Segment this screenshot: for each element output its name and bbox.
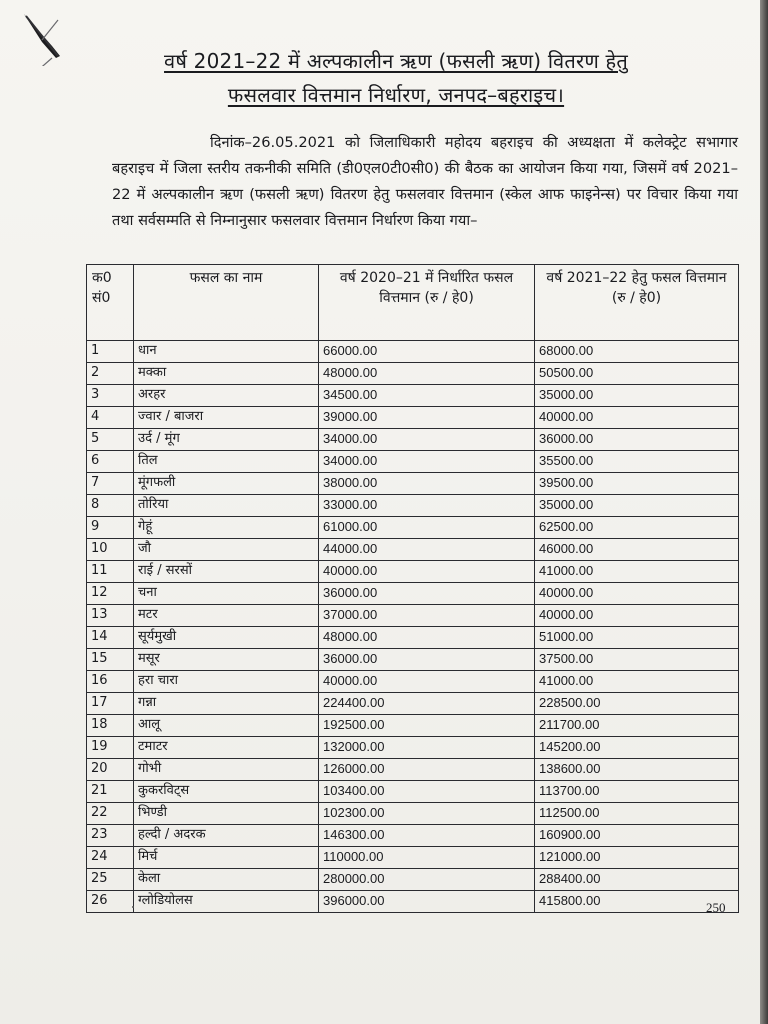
cell-crop-name: गेहूं [134,517,319,539]
cell-serial-no: 6 [87,451,134,473]
cell-crop-name: मिर्च [134,847,319,869]
cell-crop-name: हल्दी / अदरक [134,825,319,847]
table-row [87,517,739,539]
intro-paragraph [112,130,738,234]
cell-scale-2020-21: 33000.00 [319,495,535,517]
cell-crop-name: कुकरविट्स [134,781,319,803]
cell-crop-name: सूर्यमुखी [134,627,319,649]
cell-serial-no: 23 [87,825,134,847]
cell-crop-name: धान [134,341,319,363]
cell-scale-2020-21: 37000.00 [319,605,535,627]
cell-scale-2020-21: 48000.00 [319,627,535,649]
cell-crop-name: मूंगफली [134,473,319,495]
paper-speck [132,906,134,908]
cell-scale-2021-22: 40000.00 [535,605,739,627]
cell-scale-2020-21: 132000.00 [319,737,535,759]
cell-crop-name: हरा चारा [134,671,319,693]
cell-serial-no: 10 [87,539,134,561]
cell-scale-2021-22: 35000.00 [535,495,739,517]
cell-scale-2021-22: 35000.00 [535,385,739,407]
table-row [87,561,739,583]
page-number: 250 [706,900,726,915]
cell-serial-no: 2 [87,363,134,385]
cell-crop-name: गन्ना [134,693,319,715]
table-row [87,759,739,781]
cell-scale-2021-22: 62500.00 [535,517,739,539]
table-row [87,649,739,671]
cell-serial-no: 7 [87,473,134,495]
cell-serial-no: 8 [87,495,134,517]
cell-scale-2021-22: 160900.00 [535,825,739,847]
cell-scale-2021-22: 112500.00 [535,803,739,825]
cell-serial-no: 11 [87,561,134,583]
cell-scale-2021-22: 40000.00 [535,583,739,605]
cell-scale-2021-22: 41000.00 [535,561,739,583]
cell-crop-name: चना [134,583,319,605]
cell-serial-no: 20 [87,759,134,781]
cell-scale-2020-21: 110000.00 [319,847,535,869]
table-header-row [87,265,739,341]
cell-serial-no: 19 [87,737,134,759]
table-row [87,825,739,847]
header-scale-2021-22: वर्ष 2021–22 हेतु फसल वित्तमान (रु / हे0) [535,265,739,341]
cell-crop-name: उर्द / मूंग [134,429,319,451]
cell-serial-no: 24 [87,847,134,869]
table-row [87,495,739,517]
cell-crop-name: ज्वार / बाजरा [134,407,319,429]
cell-scale-2021-22: 36000.00 [535,429,739,451]
table-row [87,781,739,803]
cell-crop-name: मसूर [134,649,319,671]
title-line-2: फसलवार वित्तमान निर्धारण, जनपद–बहराइच। [227,83,565,107]
cell-scale-2021-22: 35500.00 [535,451,739,473]
cell-serial-no: 3 [87,385,134,407]
cell-serial-no: 4 [87,407,134,429]
cell-scale-2020-21: 34000.00 [319,451,535,473]
cell-serial-no: 15 [87,649,134,671]
cell-serial-no: 14 [87,627,134,649]
cell-scale-2020-21: 280000.00 [319,869,535,891]
cell-crop-name: भिण्डी [134,803,319,825]
cell-crop-name: मक्का [134,363,319,385]
table-row [87,847,739,869]
table-row [87,363,739,385]
table-body [87,341,739,913]
cell-scale-2021-22: 288400.00 [535,869,739,891]
cell-scale-2020-21: 224400.00 [319,693,535,715]
cell-scale-2021-22: 211700.00 [535,715,739,737]
cell-scale-2021-22: 415800.00 [535,891,739,913]
cell-serial-no: 12 [87,583,134,605]
cell-serial-no: 5 [87,429,134,451]
cell-scale-2020-21: 36000.00 [319,649,535,671]
cell-crop-name: अरहर [134,385,319,407]
header-crop-name: फसल का नाम [134,265,319,341]
table-row [87,429,739,451]
title-line-1: वर्ष 2021–22 में अल्पकालीन ऋण (फसली ऋण) वितरण हेतु [164,49,628,73]
table-row [87,385,739,407]
cell-crop-name: राई / सरसों [134,561,319,583]
cell-scale-2020-21: 40000.00 [319,561,535,583]
table-row [87,539,739,561]
table-row [87,451,739,473]
cell-scale-2020-21: 103400.00 [319,781,535,803]
cell-serial-no: 18 [87,715,134,737]
cell-crop-name: ग्लोडियोलस [134,891,319,913]
cell-serial-no: 1 [87,341,134,363]
table-row [87,715,739,737]
document-title [96,44,696,112]
cell-crop-name: मटर [134,605,319,627]
cell-crop-name: केला [134,869,319,891]
cell-crop-name: गोभी [134,759,319,781]
cell-scale-2021-22: 37500.00 [535,649,739,671]
cell-scale-2020-21: 39000.00 [319,407,535,429]
cell-scale-2021-22: 41000.00 [535,671,739,693]
cell-serial-no: 13 [87,605,134,627]
cell-scale-2020-21: 61000.00 [319,517,535,539]
table-row [87,407,739,429]
cell-serial-no: 26 [87,891,134,913]
cell-crop-name: तोरिया [134,495,319,517]
cell-scale-2020-21: 36000.00 [319,583,535,605]
cell-serial-no: 22 [87,803,134,825]
cell-crop-name: टमाटर [134,737,319,759]
cell-scale-2020-21: 34500.00 [319,385,535,407]
scale-of-finance-table [86,264,739,913]
cell-scale-2020-21: 48000.00 [319,363,535,385]
cell-scale-2020-21: 66000.00 [319,341,535,363]
cell-crop-name: जौ [134,539,319,561]
cell-scale-2021-22: 138600.00 [535,759,739,781]
cell-serial-no: 17 [87,693,134,715]
cell-crop-name: आलू [134,715,319,737]
cell-scale-2020-21: 34000.00 [319,429,535,451]
cell-scale-2020-21: 146300.00 [319,825,535,847]
cell-scale-2021-22: 228500.00 [535,693,739,715]
cell-scale-2021-22: 40000.00 [535,407,739,429]
cell-crop-name: तिल [134,451,319,473]
cell-scale-2021-22: 121000.00 [535,847,739,869]
cell-serial-no: 25 [87,869,134,891]
cell-serial-no: 16 [87,671,134,693]
cell-scale-2020-21: 40000.00 [319,671,535,693]
header-scale-2020-21: वर्ष 2020–21 में निर्धारित फसल वित्तमान (रु / हे0) [319,265,535,341]
cell-scale-2020-21: 102300.00 [319,803,535,825]
table-row [87,803,739,825]
cell-scale-2020-21: 192500.00 [319,715,535,737]
table-row [87,605,739,627]
cell-scale-2021-22: 145200.00 [535,737,739,759]
cell-scale-2021-22: 51000.00 [535,627,739,649]
cell-serial-no: 21 [87,781,134,803]
table-row [87,627,739,649]
table-row [87,583,739,605]
table-row [87,693,739,715]
page-edge-shadow [760,0,768,1024]
table-row [87,341,739,363]
table-row [87,671,739,693]
table-row [87,891,739,913]
cell-scale-2021-22: 68000.00 [535,341,739,363]
table-row [87,473,739,495]
table-row [87,737,739,759]
cell-scale-2021-22: 39500.00 [535,473,739,495]
intro-text: दिनांक–26.05.2021 को जिलाधिकारी महोदय बहराइच की अध्यक्षता में कलेक्ट्रेट सभागार बहराइच में जिला स्तरीय तकनीकी समिति (डी0एल0टी0सी0) की बैठक का आयोजन किया गया, जिसमें वर्ष 2021–22 में अल्पकालीन ऋण (फसली ऋण) वितरण हेतु फसलवार वित्तमान (स्केल आफ फाइनेन्स) पर विचार किया गया तथा सर्वसम्मति से निम्नानुसार फसलवार वित्तमान निर्धारण किया गया– [112,134,738,229]
table-row [87,869,739,891]
cell-scale-2020-21: 44000.00 [319,539,535,561]
cell-scale-2020-21: 126000.00 [319,759,535,781]
cell-serial-no: 9 [87,517,134,539]
paper-clip-icon [22,12,76,66]
cell-scale-2020-21: 38000.00 [319,473,535,495]
cell-scale-2021-22: 50500.00 [535,363,739,385]
cell-scale-2020-21: 396000.00 [319,891,535,913]
cell-scale-2021-22: 113700.00 [535,781,739,803]
cell-scale-2021-22: 46000.00 [535,539,739,561]
header-serial-no: क0 सं0 [87,265,134,341]
